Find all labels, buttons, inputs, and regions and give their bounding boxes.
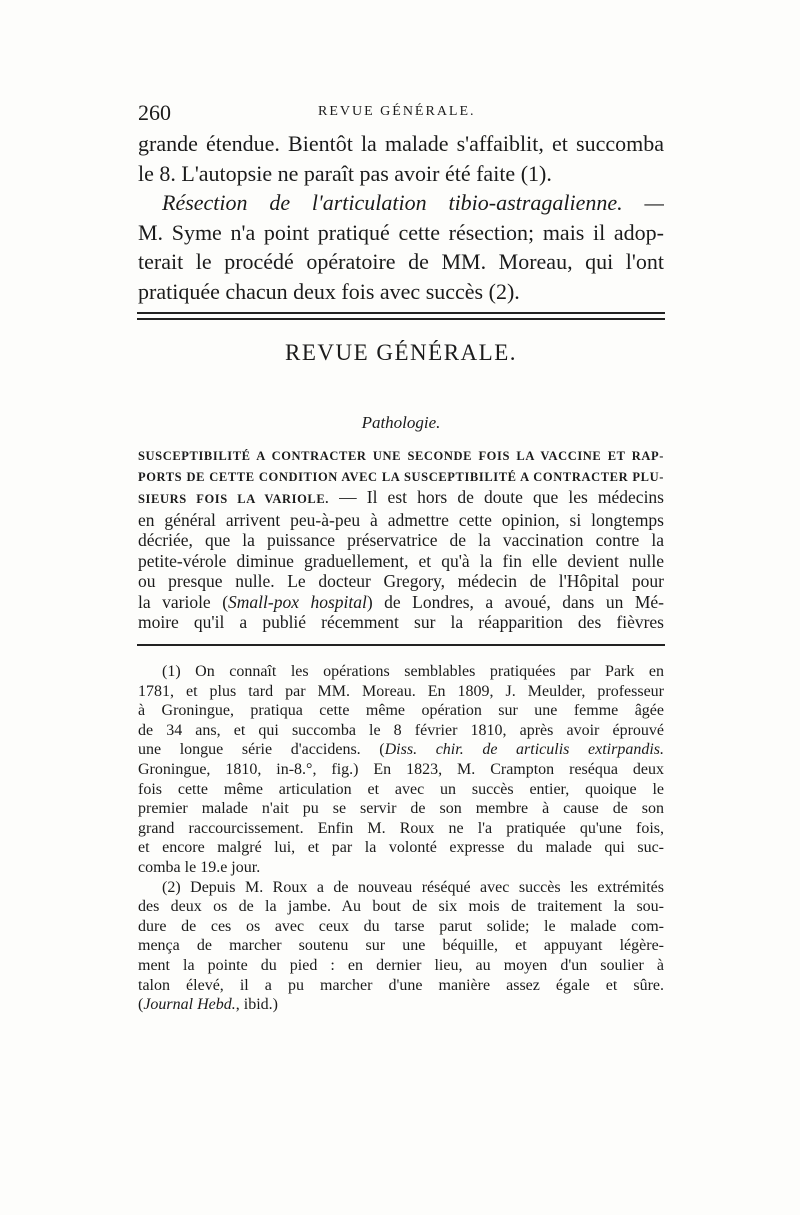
footnotes: [138, 662, 664, 1015]
footnote-line: (1) On connaît les opérations semblables pratiquées par Park en: [162, 663, 664, 680]
running-title: REVUE GÉNÉRALE.: [318, 104, 476, 119]
footnote-line: 1781, et plus tard par MM. Moreau. En 1809, J. Meulder, professeur: [138, 682, 664, 700]
italic-run: Journal Hebd.: [143, 996, 236, 1014]
text-line: en général arrivent peu-à-peu à admettre cette opinion, si longtemps: [138, 509, 664, 530]
footnote-line: premier malade n'ait pu se servir de son membre à cause de son: [138, 800, 664, 818]
text-run: une longue série d'accidens. (: [138, 741, 385, 759]
article-body: [138, 446, 664, 633]
top-text-block: [138, 129, 664, 306]
footnote-line: dure de ces os avec ceux du tarse parut solide; le malade com-: [138, 917, 664, 935]
footnote-line: (2) Depuis M. Roux a de nouveau réséqué avec succès les extrémités: [162, 878, 664, 896]
article-heading-smallcaps: SIEURS FOIS LA VARIOLE.: [138, 492, 330, 506]
double-rule-top: [137, 312, 665, 314]
text-line: le 8. L'autopsie ne paraît pas avoir été faite (1).: [138, 160, 552, 186]
footnote-line: [138, 740, 664, 760]
text-run: ) de Londres, a avoué, dans un Mé-: [366, 591, 664, 612]
text-line: petite-vérole diminue graduellement, et qu'à la fin elle devient nulle: [138, 550, 664, 571]
footnote-line: talon élevé, il a pu marcher d'une manière assez égale et sûre.: [138, 976, 664, 994]
text-line: pratiquée chacun deux fois avec succès (2).: [138, 278, 520, 304]
text-line: ou presque nulle. Le docteur Gregory, médecin de l'Hôpital pour: [138, 571, 664, 591]
article-heading-smallcaps: SUSCEPTIBILITÉ A CONTRACTER UNE SECONDE FOIS LA VACCINE ET RAP-: [138, 449, 664, 463]
footnote-separator: [137, 644, 665, 646]
subsection-title: Pathologie.: [361, 413, 441, 432]
footnote-line: des deux os de la jambe. Au bout de six mois de traitement la sou-: [138, 898, 664, 916]
text-line: moire qu'il a publié récemment sur la réapparition des fièvres: [138, 612, 664, 632]
text-line: grande étendue. Bientôt la malade s'affaiblit, et succomba: [138, 131, 664, 156]
footnote-line: de 34 ans, et qui succomba le 8 février 1810, après avoir éprouvé: [138, 721, 664, 739]
italic-run: Small-pox hospital: [228, 591, 367, 612]
text-run: , ibid.): [235, 996, 278, 1014]
text-run: — Il est hors de doute que les médecins: [329, 487, 664, 507]
article-heading-smallcaps: PORTS DE CETTE CONDITION AVEC LA SUSCEPTIBILITÉ A CONTRACTER PLU-: [138, 469, 664, 484]
footnote-line: mença de marcher soutenu sur une béquille, et appuyant légère-: [138, 937, 664, 955]
italic-run: Diss. chir. de articulis extirpandis.: [384, 741, 664, 759]
text-line: [138, 592, 664, 613]
footnote-line: et encore malgré lui, et par la volonté expresse du malade qui suc-: [138, 839, 664, 857]
footnote-line: comba le 19.e jour.: [138, 858, 261, 876]
text-line: M. Syme n'a point pratiqué cette résection; mais il adop-: [138, 219, 664, 245]
text-line: [138, 487, 664, 510]
section-heading-italic: Résection de l'articulation tibio-astragalienne. —: [162, 190, 664, 215]
double-rule-bottom: [137, 318, 665, 320]
page-header: [138, 100, 666, 130]
text-line: terait le procédé opératoire de MM. Moreau, qui l'ont: [138, 249, 664, 274]
text-run: (: [138, 996, 144, 1014]
page-number: 260: [138, 100, 171, 125]
footnote-line: Groningue, 1810, in-8.°, fig.) En 1823, M. Crampton reséqua deux: [138, 760, 664, 778]
footnote-line: [138, 995, 664, 1015]
text-run: la variole (: [138, 591, 229, 612]
text-line: décriée, que la puissance préservatrice de la vaccination contre la: [138, 530, 664, 550]
footnote-line: fois cette même articulation et avec un succès entier, quoique le: [138, 780, 664, 798]
section-title: REVUE GÉNÉRALE.: [284, 340, 518, 365]
footnote-line: ment la pointe du pied : en dernier lieu, au moyen d'un soulier à: [138, 956, 664, 974]
footnote-line: grand raccourcissement. Enfin M. Roux ne l'a pratiquée qu'une fois,: [138, 819, 664, 837]
footnote-line: à Groningue, pratiqua cette même opération sur une femme âgée: [138, 702, 664, 720]
